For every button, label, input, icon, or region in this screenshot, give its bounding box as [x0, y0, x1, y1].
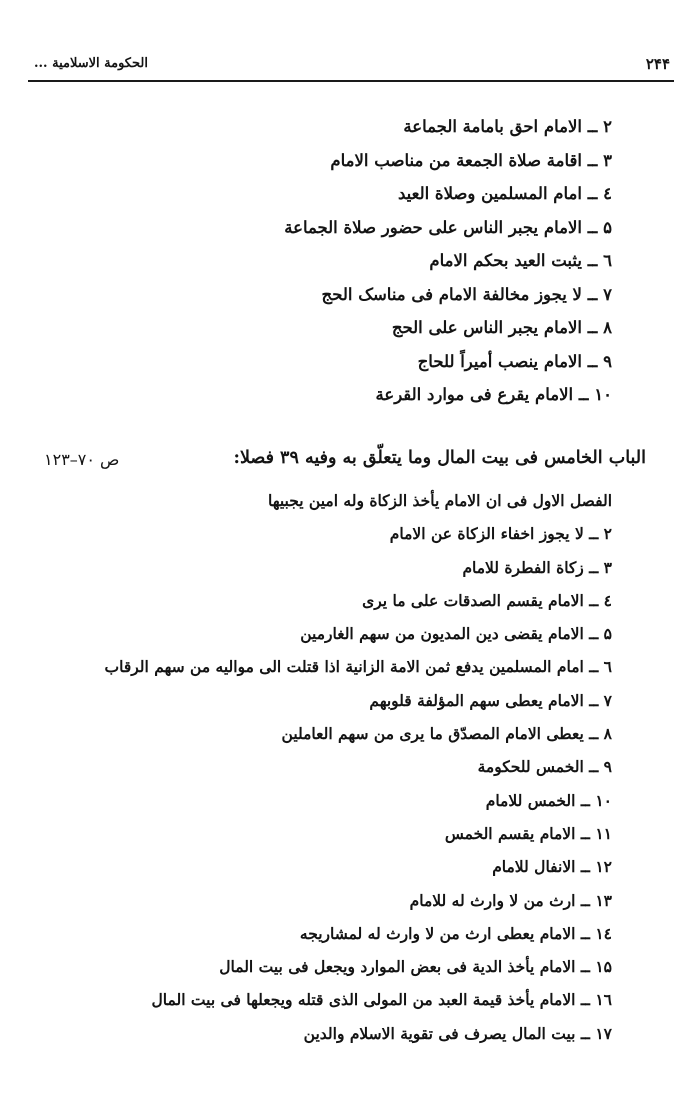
contents-entry: ۸ ــ الامام يجبر الناس على الحج: [391, 318, 612, 337]
chapter-entry: ۲ ــ لا يجوز اخفاء الزكاة عن الامام: [389, 524, 612, 544]
chapter-entry: ۱۷ ــ بيت المال يصرف فى تقوية الاسلام والدين: [303, 1023, 612, 1043]
chapter-entry: ۱٤ ــ الامام يعطى ارث من لا وارث له لمشاريجه: [299, 923, 612, 943]
chapter-entry: ۱۲ ــ الانفال للامام: [492, 857, 612, 877]
chapter-entry: ۱۵ ــ الامام يأخذ الدية فى بعض الموارد ويجعل فى بيت المال: [219, 957, 612, 977]
contents-entry: ٦ ــ يثبت العيد بحكم الامام: [429, 251, 612, 270]
chapter-page-range: ص ۷۰–۱۲۳: [44, 450, 120, 469]
chapter-entry: ۱۳ ــ ارث من لا وارث له للامام: [409, 890, 612, 910]
chapter-entry: ۵ ــ الامام يقضى دين المديون من سهم الغارمين: [300, 624, 612, 644]
chapter-entry: ۱٦ ــ الامام يأخذ قيمة العبد من المولى الذى قتله ويجعلها فى بيت المال: [151, 990, 612, 1010]
chapter-entry: ۳ ــ زكاة الفطرة للامام: [462, 557, 612, 577]
contents-list: [72, 110, 612, 412]
contents-entry: ٤ ــ امام المسلمين وصلاة العيد: [397, 184, 612, 203]
chapter-entry: ۷ ــ الامام يعطى سهم المؤلفة قلوبهم: [369, 690, 612, 710]
chapter-entry: ۱۱ ــ الامام يقسم الخمس: [444, 823, 612, 843]
chapter-entry: الفصل الاول فى ان الامام يأخذ الزكاة وله امين يجبيها: [268, 491, 612, 510]
chapter-title: الباب الخامس فى بيت المال وما يتعلّق به وفيه ۳۹ فصلا:: [233, 448, 646, 468]
contents-entry: ۳ ــ اقامة صلاة الجمعة من مناصب الامام: [330, 150, 612, 170]
contents-entry: ۲ ــ الامام احق بامامة الجماعة: [403, 117, 612, 136]
page-number: ۲۴۴: [645, 55, 670, 73]
chapter-entry: ۹ ــ الخمس للحكومة: [477, 757, 612, 777]
chapter-contents-list: [32, 484, 612, 1050]
contents-entry: ۵ ــ الامام يجبر الناس على حضور صلاة الجماعة: [284, 217, 612, 237]
chapter-entry: ٤ ــ الامام يقسم الصدقات على ما يرى: [362, 590, 612, 610]
header-rule: [28, 80, 674, 82]
contents-entry: ۹ ــ الامام ينصب أميراً للحاج: [417, 351, 612, 371]
chapter-entry: ۱۰ ــ الخمس للامام: [485, 790, 612, 810]
contents-entry: ۱۰ ــ الامام يقرع فى موارد القرعة: [375, 385, 612, 404]
chapter-entry: ۸ ــ يعطى الامام المصدّق ما يرى من سهم العاملين: [281, 724, 612, 744]
contents-entry: ۷ ــ لا يجوز مخالفة الامام فى مناسک الحج: [321, 284, 612, 304]
chapter-entry: ٦ ــ امام المسلمين يدفع ثمن الامة الزانية اذا قتلت الى مواليه من سهم الرقاب: [104, 657, 612, 677]
running-title: الحكومة الاسلامية ...: [34, 56, 148, 71]
